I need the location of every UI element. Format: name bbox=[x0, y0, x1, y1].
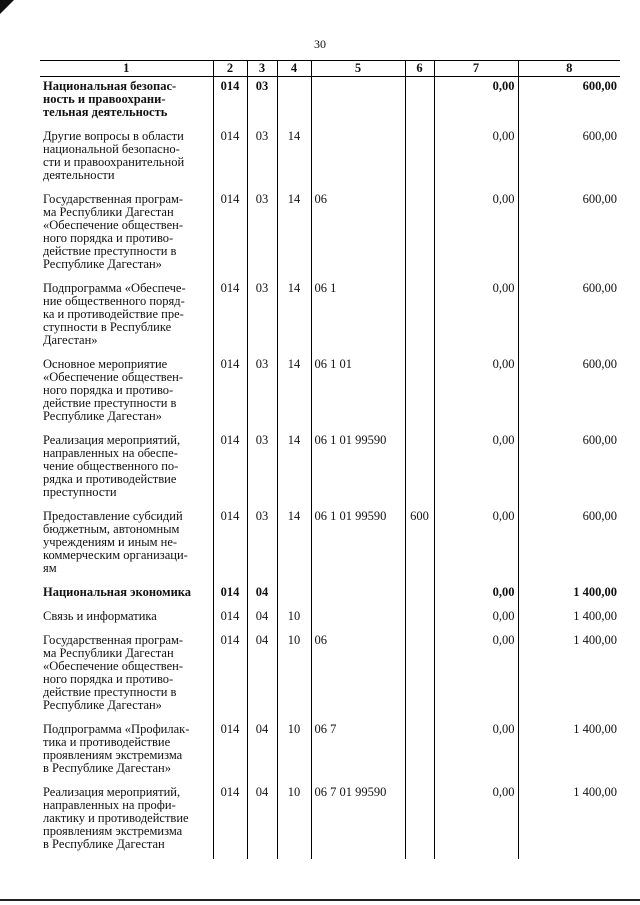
row-cell-c2: 014 bbox=[213, 507, 247, 583]
table-body bbox=[40, 77, 620, 860]
row-cell-c2: 014 bbox=[213, 279, 247, 355]
row-label-cell: Другие вопросы в области национальной безопасно- сти и правоохранительной деятельности bbox=[40, 127, 213, 190]
row-cell-c3: 04 bbox=[247, 720, 277, 783]
row-cell-c2: 014 bbox=[213, 77, 247, 128]
row-cell-c4: 14 bbox=[277, 279, 311, 355]
row-cell-c5: 06 1 bbox=[311, 279, 405, 355]
row-cell-c8: 600,00 bbox=[518, 355, 620, 431]
row-cell-c5 bbox=[311, 127, 405, 190]
row-cell-c6 bbox=[405, 720, 434, 783]
row-cell-c7: 0,00 bbox=[434, 607, 518, 631]
budget-table bbox=[40, 60, 620, 859]
row-cell-c6 bbox=[405, 431, 434, 507]
row-cell-c5: 06 bbox=[311, 190, 405, 279]
table-row bbox=[40, 127, 620, 190]
row-cell-c2: 014 bbox=[213, 190, 247, 279]
row-cell-c7: 0,00 bbox=[434, 355, 518, 431]
row-cell-c3: 04 bbox=[247, 583, 277, 607]
row-cell-c4: 14 bbox=[277, 190, 311, 279]
row-cell-c8: 600,00 bbox=[518, 127, 620, 190]
row-label-cell: Подпрограмма «Профилак- тика и противодействие проявлениям экстремизма в Республике Дагестан» bbox=[40, 720, 213, 783]
row-label-cell: Предоставление субсидий бюджетным, автономным учреждениям и иным не- коммерческим организаци- ям bbox=[40, 507, 213, 583]
row-cell-c5: 06 1 01 99590 bbox=[311, 507, 405, 583]
table-row bbox=[40, 583, 620, 607]
row-cell-c8: 600,00 bbox=[518, 431, 620, 507]
row-label-cell: Связь и информатика bbox=[40, 607, 213, 631]
table-row bbox=[40, 355, 620, 431]
row-cell-c4: 14 bbox=[277, 507, 311, 583]
column-header-5: 5 bbox=[311, 61, 405, 77]
row-label-cell: Государственная програм- ма Республики Дагестан «Обеспечение обществен- ного порядка и противо- действие преступности в Республике Дагестан» bbox=[40, 190, 213, 279]
row-cell-c5: 06 bbox=[311, 631, 405, 720]
row-cell-c6 bbox=[405, 127, 434, 190]
row-cell-c4: 14 bbox=[277, 355, 311, 431]
column-header-7: 7 bbox=[434, 61, 518, 77]
row-cell-c5 bbox=[311, 583, 405, 607]
row-cell-c4: 14 bbox=[277, 431, 311, 507]
scan-corner-mark bbox=[0, 0, 14, 14]
row-cell-c3: 03 bbox=[247, 355, 277, 431]
row-cell-c8: 600,00 bbox=[518, 190, 620, 279]
table-row bbox=[40, 279, 620, 355]
row-cell-c2: 014 bbox=[213, 431, 247, 507]
row-cell-c6 bbox=[405, 631, 434, 720]
row-cell-c2: 014 bbox=[213, 355, 247, 431]
table-row bbox=[40, 720, 620, 783]
row-cell-c4 bbox=[277, 583, 311, 607]
row-cell-c8: 600,00 bbox=[518, 77, 620, 128]
row-cell-c7: 0,00 bbox=[434, 583, 518, 607]
column-header-4: 4 bbox=[277, 61, 311, 77]
row-cell-c4: 10 bbox=[277, 783, 311, 859]
row-label-cell: Реализация мероприятий, направленных на обеспе- чение общественного по- рядка и противодействие преступности bbox=[40, 431, 213, 507]
table-header-row bbox=[40, 61, 620, 77]
row-cell-c2: 014 bbox=[213, 783, 247, 859]
row-cell-c3: 03 bbox=[247, 507, 277, 583]
row-cell-c7: 0,00 bbox=[434, 431, 518, 507]
row-cell-c3: 03 bbox=[247, 77, 277, 128]
row-label-cell: Подпрограмма «Обеспече- ние общественного поряд- ка и противодействие пре- ступности в Республике Дагестан» bbox=[40, 279, 213, 355]
table-row bbox=[40, 607, 620, 631]
row-cell-c2: 014 bbox=[213, 127, 247, 190]
page-bottom-border bbox=[0, 899, 640, 901]
page-number: 30 bbox=[314, 37, 326, 51]
table-row bbox=[40, 190, 620, 279]
row-cell-c5 bbox=[311, 607, 405, 631]
row-label-cell: Национальная безопас- ность и правоохрани- тельная деятельность bbox=[40, 77, 213, 128]
column-header-2: 2 bbox=[213, 61, 247, 77]
row-cell-c7: 0,00 bbox=[434, 720, 518, 783]
row-cell-c7: 0,00 bbox=[434, 279, 518, 355]
column-header-6: 6 bbox=[405, 61, 434, 77]
row-cell-c3: 04 bbox=[247, 607, 277, 631]
table-row bbox=[40, 431, 620, 507]
table-row bbox=[40, 77, 620, 128]
row-cell-c7: 0,00 bbox=[434, 127, 518, 190]
row-label-cell: Государственная програм- ма Республики Дагестан «Обеспечение обществен- ного порядка и противо- действие преступности в Республике Дагестан» bbox=[40, 631, 213, 720]
table-row bbox=[40, 507, 620, 583]
table-row bbox=[40, 783, 620, 859]
row-cell-c7: 0,00 bbox=[434, 190, 518, 279]
row-cell-c7: 0,00 bbox=[434, 507, 518, 583]
row-cell-c7: 0,00 bbox=[434, 783, 518, 859]
row-cell-c4: 10 bbox=[277, 720, 311, 783]
row-cell-c3: 03 bbox=[247, 127, 277, 190]
row-label-cell: Национальная экономика bbox=[40, 583, 213, 607]
row-cell-c6 bbox=[405, 783, 434, 859]
row-cell-c5: 06 1 01 bbox=[311, 355, 405, 431]
row-cell-c7: 0,00 bbox=[434, 77, 518, 128]
row-cell-c8: 1 400,00 bbox=[518, 783, 620, 859]
row-cell-c8: 600,00 bbox=[518, 279, 620, 355]
row-cell-c7: 0,00 bbox=[434, 631, 518, 720]
row-cell-c8: 1 400,00 bbox=[518, 607, 620, 631]
row-cell-c4 bbox=[277, 77, 311, 128]
row-label-cell: Основное мероприятие «Обеспечение обществен- ного порядка и противо- действие преступности в Республике Дагестан» bbox=[40, 355, 213, 431]
row-cell-c6 bbox=[405, 279, 434, 355]
row-cell-c8: 1 400,00 bbox=[518, 631, 620, 720]
row-cell-c2: 014 bbox=[213, 720, 247, 783]
row-cell-c2: 014 bbox=[213, 583, 247, 607]
row-cell-c8: 1 400,00 bbox=[518, 720, 620, 783]
row-cell-c5: 06 7 bbox=[311, 720, 405, 783]
row-cell-c4: 14 bbox=[277, 127, 311, 190]
row-cell-c3: 03 bbox=[247, 190, 277, 279]
row-cell-c4: 10 bbox=[277, 607, 311, 631]
row-cell-c6 bbox=[405, 77, 434, 128]
row-cell-c6 bbox=[405, 607, 434, 631]
column-header-3: 3 bbox=[247, 61, 277, 77]
row-cell-c6 bbox=[405, 355, 434, 431]
row-cell-c4: 10 bbox=[277, 631, 311, 720]
column-header-1: 1 bbox=[40, 61, 213, 77]
row-label-cell: Реализация мероприятий, направленных на профи- лактику и противодействие проявлениям экстремизма в Республике Дагестан bbox=[40, 783, 213, 859]
row-cell-c5: 06 1 01 99590 bbox=[311, 431, 405, 507]
row-cell-c2: 014 bbox=[213, 631, 247, 720]
row-cell-c3: 03 bbox=[247, 279, 277, 355]
row-cell-c5: 06 7 01 99590 bbox=[311, 783, 405, 859]
row-cell-c5 bbox=[311, 77, 405, 128]
column-header-8: 8 bbox=[518, 61, 620, 77]
row-cell-c8: 1 400,00 bbox=[518, 583, 620, 607]
row-cell-c3: 04 bbox=[247, 631, 277, 720]
row-cell-c6 bbox=[405, 190, 434, 279]
row-cell-c6: 600 bbox=[405, 507, 434, 583]
row-cell-c8: 600,00 bbox=[518, 507, 620, 583]
row-cell-c3: 04 bbox=[247, 783, 277, 859]
table-row bbox=[40, 631, 620, 720]
row-cell-c6 bbox=[405, 583, 434, 607]
row-cell-c3: 03 bbox=[247, 431, 277, 507]
row-cell-c2: 014 bbox=[213, 607, 247, 631]
